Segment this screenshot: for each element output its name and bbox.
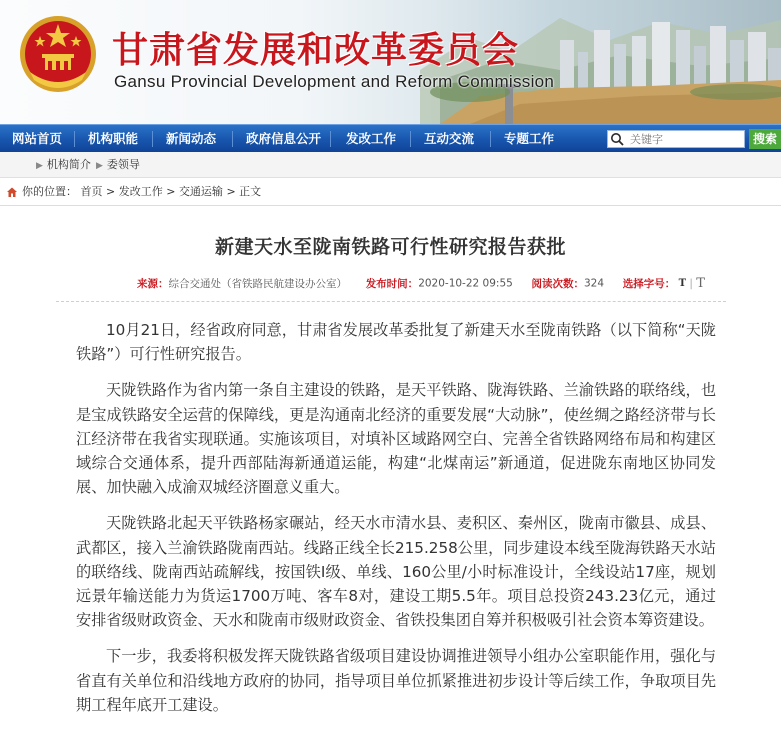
- meta-divider: [56, 301, 726, 302]
- nav-divider: [74, 131, 75, 147]
- triangle-right-icon: ▶: [96, 161, 103, 171]
- subnav-item-organization-intro[interactable]: [36, 152, 91, 178]
- article-meta: [137, 276, 705, 294]
- views-value: 324: [584, 277, 605, 290]
- nav-divider: [490, 131, 491, 147]
- subnav-item-label: 机构简介: [46, 158, 91, 171]
- search-icon: [608, 131, 626, 147]
- nav-item-reform-work[interactable]: 发改工作: [346, 131, 397, 146]
- search-box: [607, 130, 745, 148]
- article-paragraph: 天陇铁路作为省内第一条自主建设的铁路，是天平铁路、陇海铁路、兰渝铁路的联络线，也是宝成铁路安全运营的保障线，更是沟通南北经济的重要发展“大动脉”，使丝绸之路经济带与长江经济带在我省实现联通。实施该项目，对填补区域路网空白、完善全省铁路网络布局和构建区域综合交通体系，提升西部陆海新通道运能，构建“北煤南运”新通道，促进陇东南地区协同发展、加快融入成渝双城经济圈意义重大。: [76, 381, 716, 497]
- fontsize-divider: |: [689, 277, 693, 290]
- date-value: 2020-10-22 09:55: [418, 277, 513, 290]
- breadcrumb: [0, 178, 781, 206]
- nav-divider: [330, 131, 331, 147]
- nav-item-news[interactable]: 新闻动态: [166, 131, 217, 146]
- breadcrumb-trail: [22, 178, 261, 206]
- nav-divider: [410, 131, 411, 147]
- home-icon: [6, 186, 18, 198]
- site-title: 甘肃省发展和改革委员会: [112, 30, 520, 71]
- date-label: 发布时间：: [365, 278, 419, 290]
- breadcrumb-home[interactable]: 首页: [80, 185, 103, 198]
- source-label: 来源：: [137, 278, 169, 290]
- nav-item-home[interactable]: 网站首页: [12, 131, 63, 146]
- breadcrumb-separator: >: [226, 185, 236, 198]
- views-label: 阅读次数：: [531, 278, 584, 290]
- nav-divider: [232, 131, 233, 147]
- breadcrumb-current: 正文: [239, 185, 262, 198]
- nav-item-organization[interactable]: 机构职能: [88, 131, 139, 146]
- triangle-right-icon: ▶: [36, 161, 43, 171]
- breadcrumb-transport[interactable]: 交通运输: [178, 185, 223, 198]
- breadcrumb-separator: >: [106, 185, 116, 198]
- breadcrumb-reform-work[interactable]: 发改工作: [118, 185, 163, 198]
- breadcrumb-separator: >: [166, 185, 176, 198]
- article-paragraph: 下一步，我委将积极发挥天陇铁路省级项目建设协调推进领导小组办公室职能作用，强化与省直有关单位和沿线地方政府的协同，指导项目单位抓紧推进初步设计等后续工作，争取项目先期工程年底开工建设。: [76, 647, 716, 714]
- nav-item-special-topics[interactable]: 专题工作: [504, 131, 555, 146]
- subnav-item-leaders[interactable]: [96, 152, 140, 178]
- source-value: 综合交通处（省铁路民航建设办公室）: [168, 278, 347, 290]
- article-paragraph: 10月21日，经省政府同意，甘肃省发展改革委批复了新建天水至陇南铁路（以下简称“天陇铁路”）可行性研究报告。: [76, 321, 716, 364]
- site-header: [0, 0, 781, 124]
- nav-divider: [152, 131, 153, 147]
- breadcrumb-prefix: 你的位置：: [22, 185, 77, 198]
- national-emblem-icon: [18, 14, 98, 94]
- subnav-item-label: 委领导: [106, 158, 140, 171]
- site-subtitle: Gansu Provincial Development and Reform Commission: [114, 72, 555, 91]
- article-body: [76, 318, 716, 729]
- main-nav: [0, 124, 781, 152]
- nav-item-interaction[interactable]: 互动交流: [424, 131, 475, 146]
- search-input[interactable]: [626, 131, 736, 147]
- font-size-small-button[interactable]: T: [678, 278, 687, 289]
- search-button[interactable]: 搜索: [749, 129, 781, 149]
- sub-nav: [0, 152, 781, 178]
- font-size-large-button[interactable]: T: [696, 276, 705, 291]
- fontsize-label: 选择字号：: [622, 278, 676, 290]
- article-paragraph: 天陇铁路北起天平铁路杨家碾站，经天水市清水县、麦积区、秦州区，陇南市徽县、成县、武都区，接入兰渝铁路陇南西站。线路正线全长215.258公里，同步建设本线至陇海铁路天水站的联络线、陇南西站疏解线，按国铁Ⅰ级、单线、160公里/小时标准设计，全线设站17座，规划远景年输送能力为货运1700万吨、客车8对，建设工期5.5年。项目总投资243.23亿元，通过安排省级财政资金、天水和陇南市级财政资金、省铁投集团自筹并积极吸引社会资本筹资建设。: [76, 514, 716, 630]
- article-title: 新建天水至陇南铁路可行性研究报告获批: [214, 236, 566, 258]
- nav-item-info-disclosure[interactable]: 政府信息公开: [246, 131, 322, 146]
